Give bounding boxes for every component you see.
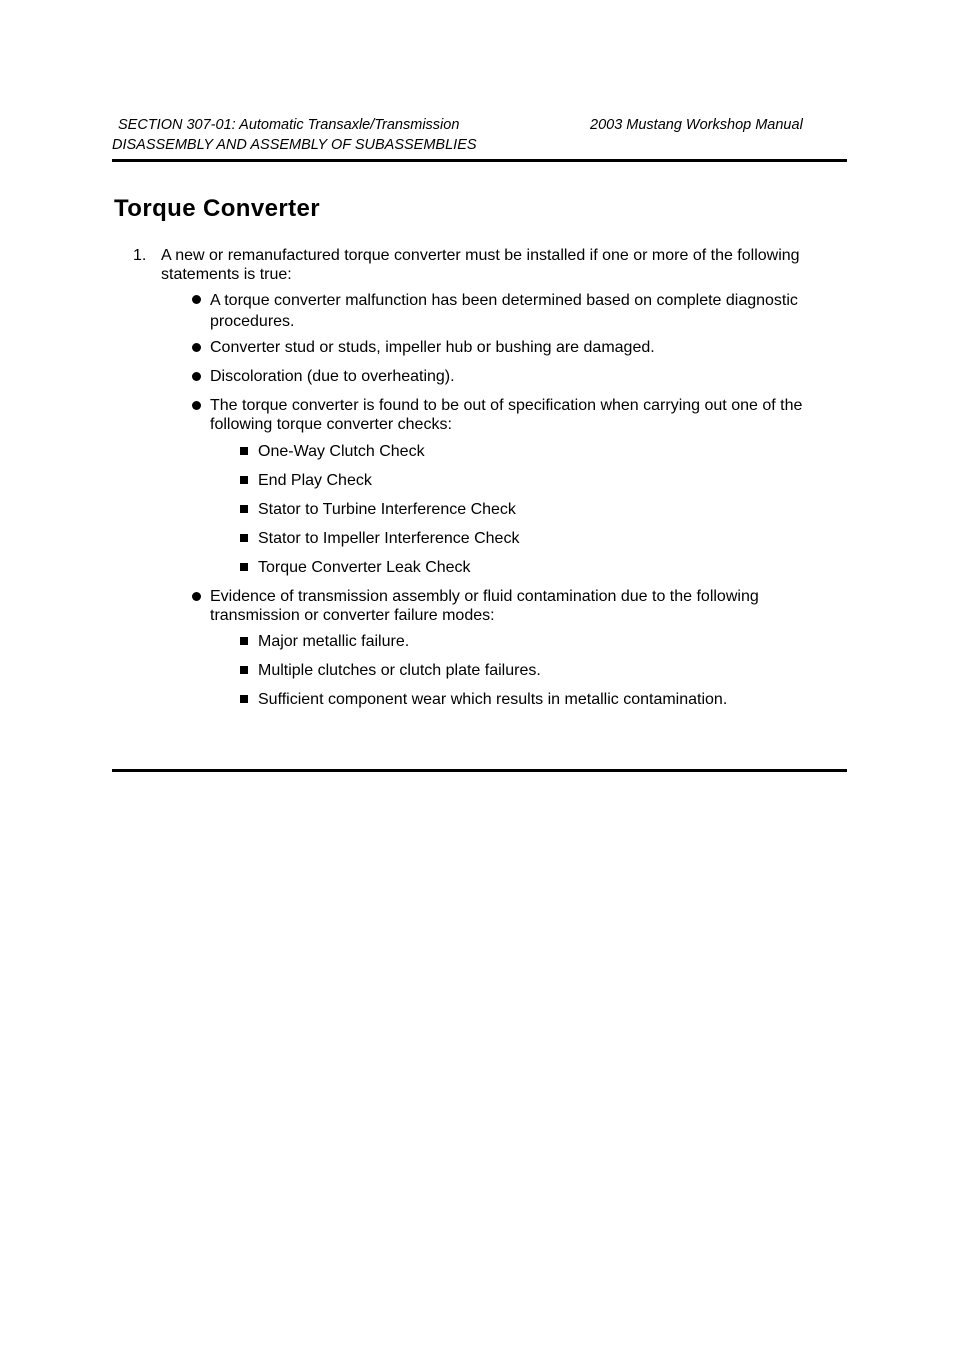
step-text: A new or remanufactured torque converter must be installed if one or more of the following statements is true: (161, 247, 800, 283)
page-title: Torque Converter (114, 195, 320, 222)
header-divider (112, 159, 847, 162)
manual-title: 2003 Mustang Workshop Manual (590, 117, 803, 133)
page-header (118, 116, 808, 134)
section-title: SECTION 307-01: Automatic Transaxle/Transmission (118, 117, 460, 133)
header-subtitle: DISASSEMBLY AND ASSEMBLY OF SUBASSEMBLIES (112, 137, 477, 153)
step-number: 1. (133, 247, 147, 264)
footer-divider (112, 769, 847, 772)
